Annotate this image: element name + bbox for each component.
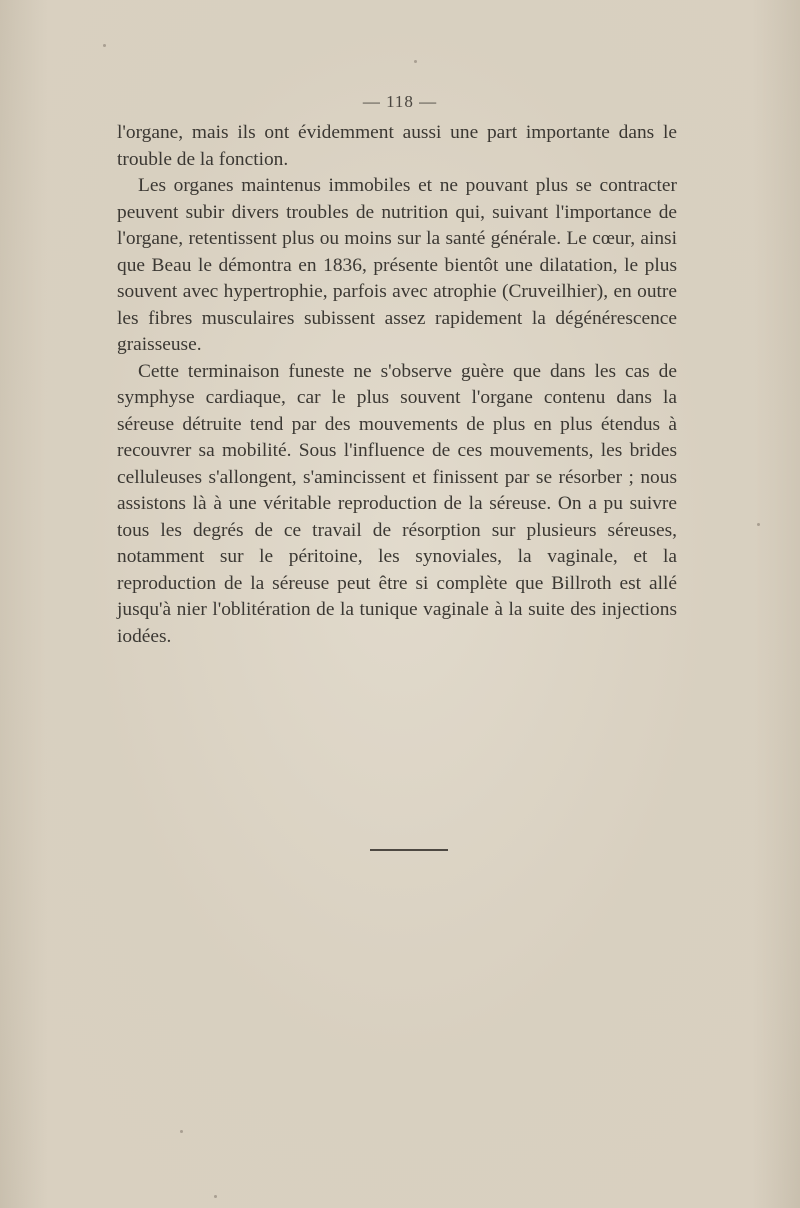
body-text: [117, 120, 677, 650]
page-number: — 118 —: [362, 92, 438, 111]
paragraph-3: Cette terminaison funeste ne s'observe guère que dans les cas de symphyse cardiaque, car le plus souvent l'organe contenu dans la séreuse détruite tend par des mouvements de plus en plus étendus à recouvrer sa mobilité. Sous l'influence de ces mouvements, les brides celluleuses s'allongent, s'amincissent et finissent par se résorber ; nous assistons là à une véritable reproduction de la séreuse. On a pu suivre tous les degrés de ce travail de résorption sur plusieurs séreuses, notamment sur le péritoine, les synoviales, la vaginale, et la reproduction de la séreuse peut être si complète que Billroth est allé jusqu'à nier l'oblitération de la tunique vaginale à la suite des injections iodées.: [117, 360, 677, 647]
paragraph-1: l'organe, mais ils ont évidemment aussi une part importante dans le trouble de la fonction.: [117, 122, 677, 170]
paper-speck: [414, 60, 417, 63]
paper-speck: [214, 1195, 217, 1198]
paper-speck: [757, 523, 760, 526]
paragraph-2: Les organes maintenus immobiles et ne pouvant plus se contracter peuvent subir divers troubles de nutrition qui, suivant l'importance de l'organe, retentissent plus ou moins sur la santé générale. Le cœur, ainsi que Beau le démontra en 1836, présente bientôt une dilatation, le plus souvent avec hypertrophie, parfois avec atrophie (Cruveilhier), en outre les fibres musculaires subissent assez rapidement la dégénérescence graisseuse.: [117, 175, 677, 355]
paper-speck: [103, 44, 106, 47]
paper-speck: [180, 1130, 183, 1133]
end-of-text-rule: [370, 849, 448, 851]
